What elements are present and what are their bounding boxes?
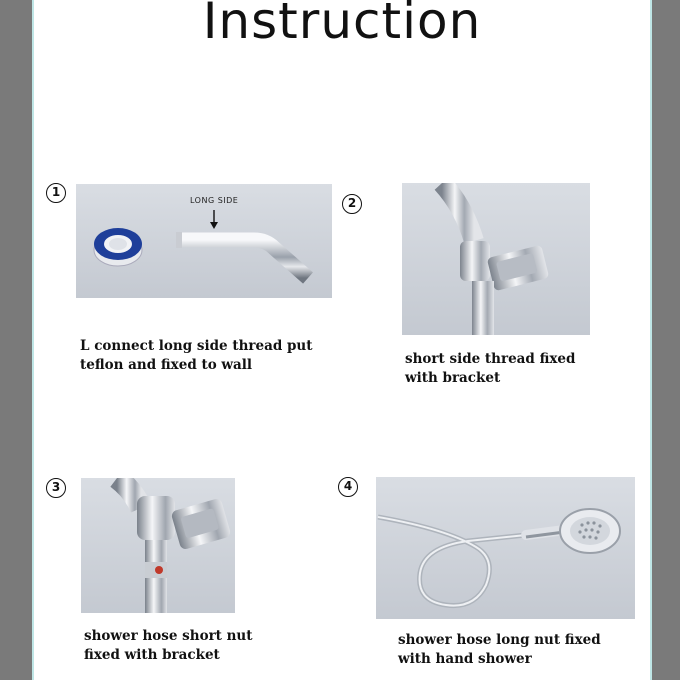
long-side-label: LONG SIDE [190, 196, 239, 205]
step-2-number: 2 [342, 194, 362, 214]
instruction-sheet [32, 0, 652, 680]
step-3-photo [81, 478, 235, 613]
hand-shower-illustration [376, 477, 635, 619]
step-2-caption: short side thread fixed with bracket [405, 351, 576, 386]
step-1-number: 1 [46, 183, 66, 203]
page-title: Instruction [202, 0, 482, 50]
step-3-number: 3 [46, 478, 66, 498]
step-1-photo [76, 184, 332, 298]
step-4-number: 4 [338, 477, 358, 497]
bracket-illustration [402, 183, 590, 335]
step-4-caption: shower hose long nut fixed with hand shower [398, 632, 601, 667]
step-2-photo [402, 183, 590, 335]
step-4-photo [376, 477, 635, 619]
step-3-caption: shower hose short nut fixed with bracket [84, 628, 253, 663]
step-1-caption: L connect long side thread put teflon and fixed to wall [80, 338, 313, 373]
hose-nut-bracket-illustration [81, 478, 235, 613]
